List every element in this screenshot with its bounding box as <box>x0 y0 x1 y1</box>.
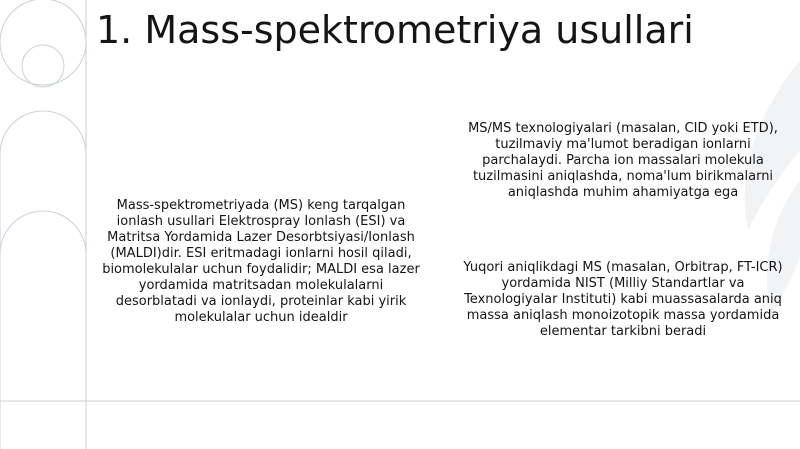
slide-title: 1. Mass-spektrometriya usullari <box>96 8 694 52</box>
high-resolution-ms-paragraph: Yuqori aniqlikdagi MS (masalan, Orbitrap, FT-ICR) yordamida NIST (Milliy Standartlar va Texnologiyalar Instituti) kabi muassasalarda aniq massa aniqlash monoizotopik massa yordamida elementar tarkibni beradi <box>463 260 783 339</box>
large-circle <box>0 0 86 85</box>
small-circle <box>22 45 64 87</box>
ionization-methods-paragraph: Mass-spektrometriyada (MS) keng tarqalgan ionlash usullari Elektrospray Ionlash (ESI) va Matritsa Yordamida Lazer Desorbtsiyasi/Ionlash (MALDI)dir. ESI eritmadagi ionlarni hosil qiladi, biomolekulalar uchun foydalidir; MALDI esa lazer yordamida matritsadan molekulalarni desorblatadi va ionlaydi, proteinlar kabi yirik molekulalar uchun idealdir <box>102 198 420 325</box>
arch-shape-lower <box>0 211 86 449</box>
ms-ms-technologies-paragraph: MS/MS texnologiyalari (masalan, CID yoki ETD), tuzilmaviy ma'lumot beradigan ionlarni parchalaydi. Parcha ion massalari molekula tuzilmasini aniqlashda, noma'lum birikmalarni aniqlashda muhim ahamiyatga ega <box>468 121 778 200</box>
